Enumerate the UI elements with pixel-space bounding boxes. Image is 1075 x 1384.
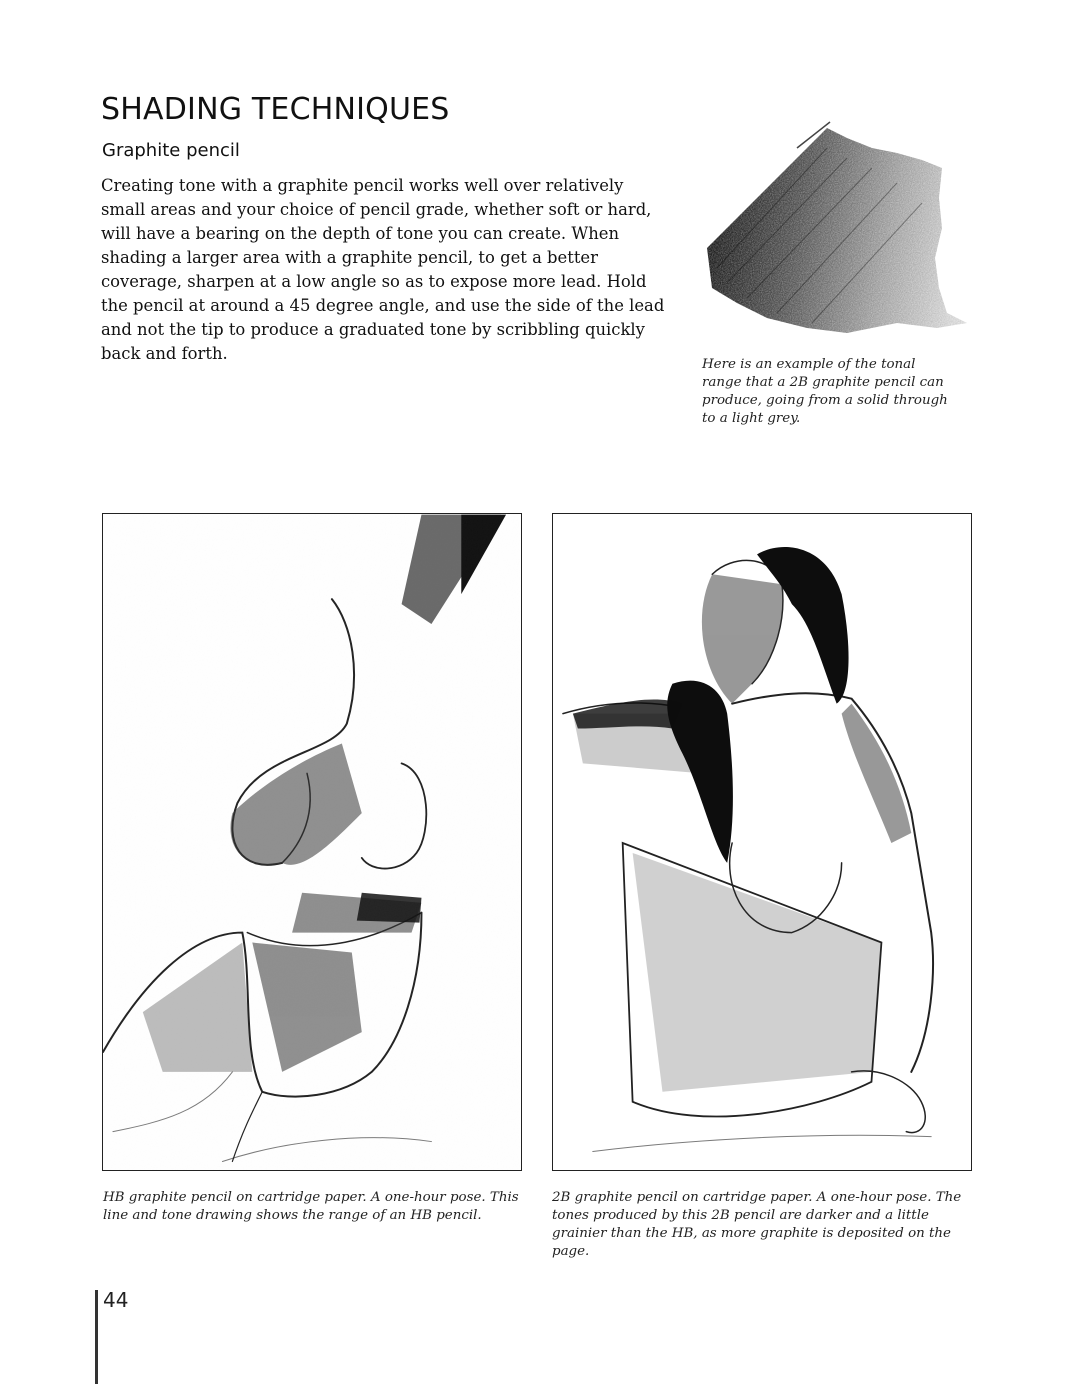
page-number: 44 bbox=[103, 1288, 129, 1312]
section-subtitle: Graphite pencil bbox=[102, 140, 240, 161]
page-number-rule bbox=[95, 1290, 98, 1384]
figure-right-caption: 2B graphite pencil on cartridge paper. A one-hour pose. The tones produced by this 2B pencil are darker and a little grainier than the HB, as more graphite is deposited on the page. bbox=[552, 1190, 962, 1259]
body-paragraph: Creating tone with a graphite pencil works well over relatively small areas and your choice of pencil grade, whether soft or hard, will have a bearing on the depth of tone you can create. When shading a larger area with a graphite pencil, to get a better coverage, sharpen at a low angle so as to expose more lead. Hold the pencil at around a 45 degree angle, and use the side of the lead and not the tip to produce a graduated tone by scribbling quickly back and forth. bbox=[101, 176, 665, 363]
figure-left-caption: HB graphite pencil on cartridge paper. A one-hour pose. This line and tone drawing shows the range of an HB pencil. bbox=[103, 1190, 519, 1223]
page-title: SHADING TECHNIQUES bbox=[101, 92, 450, 127]
tonal-swatch-drawing bbox=[697, 118, 977, 340]
figure-hb-drawing bbox=[102, 513, 522, 1171]
hb-figure-sketch bbox=[103, 514, 521, 1170]
tonal-swatch-illustration bbox=[697, 118, 977, 340]
figure-2b-drawing bbox=[552, 513, 972, 1171]
2b-figure-sketch bbox=[553, 514, 971, 1170]
swatch-caption: Here is an example of the tonal range that a 2B graphite pencil can produce, going from a solid through to a light grey. bbox=[702, 357, 948, 426]
